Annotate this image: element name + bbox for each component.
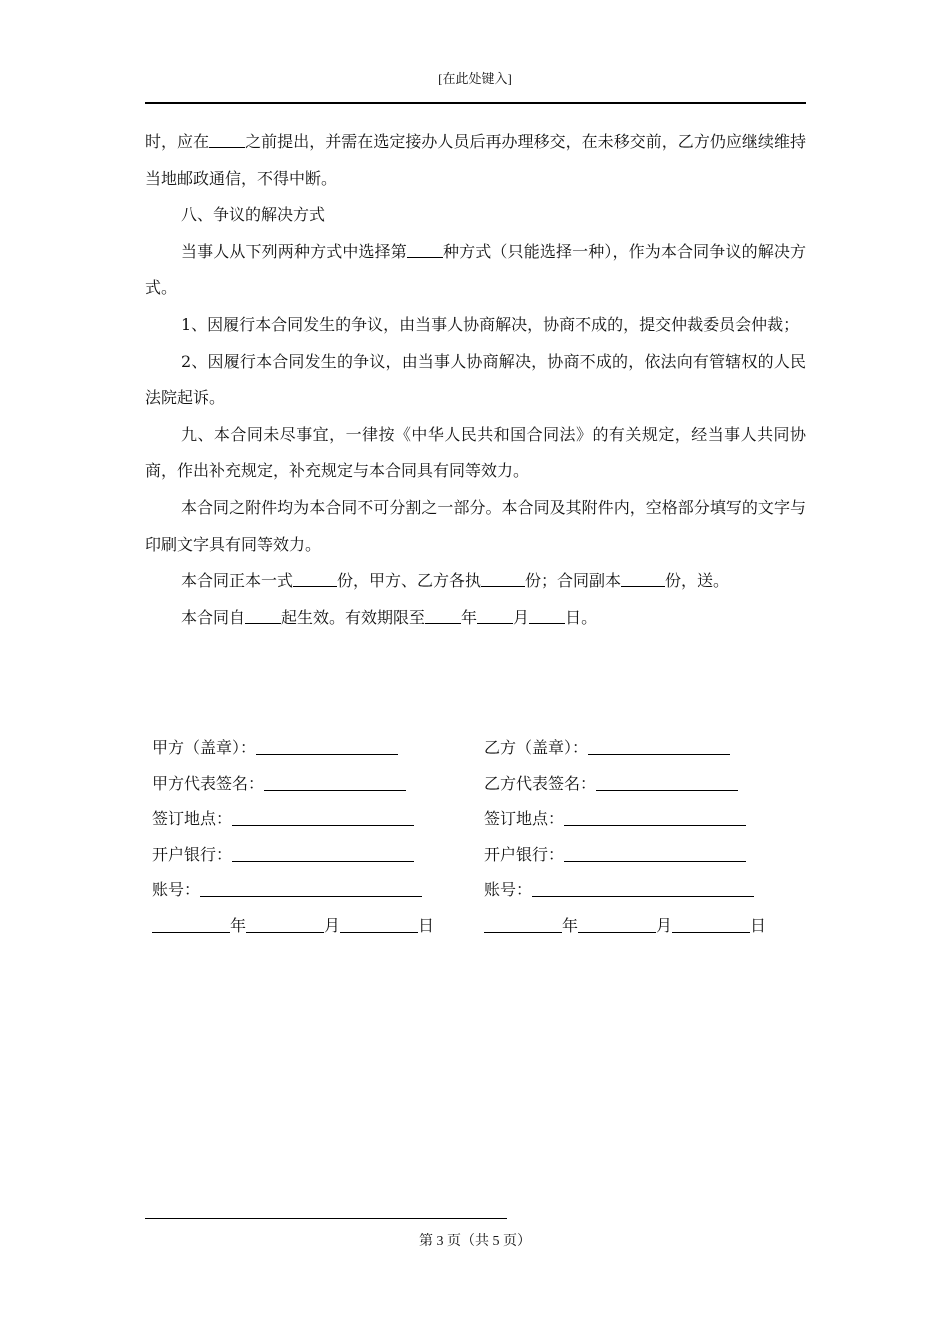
day-label: 日 — [418, 915, 435, 935]
fill-blank[interactable] — [477, 607, 513, 624]
paragraph-effective — [145, 600, 806, 637]
paragraph-copies — [145, 563, 806, 600]
text-segment: 种方式（只能选择一种），作为本合同争议的解决方式。 — [145, 241, 806, 298]
sig-row-date — [152, 908, 772, 944]
text-segment: 本合同自 — [181, 607, 246, 627]
text-segment: 份；合同副本 — [525, 571, 622, 591]
fill-blank[interactable] — [245, 607, 281, 624]
text-segment: 份，甲方、乙方各执 — [337, 571, 482, 591]
header-divider — [145, 102, 806, 104]
fill-blank[interactable] — [425, 607, 461, 624]
paragraph-handover — [145, 124, 806, 197]
paragraph-dispute-choice — [145, 234, 806, 307]
paragraph-arbitration: 1、因履行本合同发生的争议，由当事人协商解决，协商不成的，提交仲裁委员会仲裁； — [181, 314, 800, 334]
sig-row-rep — [152, 766, 772, 802]
fill-blank[interactable] — [621, 570, 665, 587]
text-segment: 日。 — [565, 607, 598, 627]
party-a-account-field[interactable] — [200, 880, 422, 897]
text-segment: 当事人从下列两种方式中选择第 — [181, 241, 407, 261]
signature-block — [152, 730, 772, 943]
month-label: 月 — [324, 915, 341, 935]
party-a-rep-field[interactable] — [264, 774, 406, 791]
footer-divider — [145, 1218, 507, 1219]
party-b-place-field[interactable] — [564, 809, 746, 826]
party-b-bank-field[interactable] — [564, 845, 746, 862]
fill-blank[interactable] — [407, 241, 443, 258]
fill-blank[interactable] — [293, 570, 337, 587]
party-b-account-label: 账号： — [484, 880, 533, 899]
sig-row-bank — [152, 837, 772, 873]
party-a-bank-label: 开户银行： — [152, 844, 233, 864]
text-segment: 起生效。有效期限至 — [281, 607, 426, 627]
party-b-seal-field[interactable] — [588, 738, 730, 755]
sig-row-account — [152, 872, 772, 908]
section-heading-dispute: 八、争议的解决方式 — [181, 205, 326, 225]
party-a-seal-field[interactable] — [256, 738, 398, 755]
month-label: 月 — [656, 915, 673, 935]
text-segment: 之前提出，并需在选定接办人员后再办理移交，在未移交前，乙方仍应继续维持当地邮政通信，不得中断。 — [145, 132, 806, 188]
party-a-year-field[interactable] — [152, 916, 230, 933]
party-a-bank-field[interactable] — [232, 845, 414, 862]
party-b-month-field[interactable] — [578, 916, 656, 933]
page-header: [在此处键入] — [438, 71, 512, 86]
party-a-rep-label: 甲方代表签名： — [152, 773, 265, 793]
paragraph-supplement: 九、本合同未尽事宜，一律按《中华人民共和国合同法》的有关规定，经当事人共同协商，作出补充规定，补充规定与本合同具有同等效力。 — [145, 424, 806, 481]
year-label: 年 — [230, 915, 247, 935]
text-segment: 本合同正本一式 — [181, 571, 294, 591]
text-segment: 时，应在 — [145, 132, 210, 151]
sig-row-place — [152, 801, 772, 837]
party-b-year-field[interactable] — [484, 916, 562, 933]
text-segment: 月 — [513, 607, 530, 627]
party-b-day-field[interactable] — [672, 916, 750, 933]
fill-blank[interactable] — [481, 570, 525, 587]
party-b-seal-label: 乙方（盖章）： — [484, 738, 589, 757]
party-b-account-field[interactable] — [532, 880, 754, 897]
party-b-rep-label: 乙方代表签名： — [484, 773, 597, 793]
text-segment: 份，送。 — [665, 571, 730, 591]
paragraph-attachments: 本合同之附件均为本合同不可分割之一部分。本合同及其附件内，空格部分填写的文字与印刷文字具有同等效力。 — [145, 497, 806, 554]
page-number: 第 3 页（共 5 页） — [419, 1234, 531, 1249]
party-b-rep-field[interactable] — [596, 774, 738, 791]
document-body — [145, 124, 806, 636]
year-label: 年 — [562, 915, 579, 935]
party-a-account-label: 账号： — [152, 880, 201, 899]
party-a-place-label: 签订地点： — [152, 809, 233, 828]
party-a-place-field[interactable] — [232, 809, 414, 826]
text-segment: 年 — [461, 607, 478, 627]
sig-row-seal — [152, 730, 772, 766]
fill-blank[interactable] — [209, 131, 245, 148]
fill-blank[interactable] — [529, 607, 565, 624]
party-b-bank-label: 开户银行： — [484, 844, 565, 864]
day-label: 日 — [750, 915, 767, 935]
paragraph-court: 2、因履行本合同发生的争议，由当事人协商解决，协商不成的，依法向有管辖权的人民法院起诉。 — [145, 351, 806, 408]
party-a-day-field[interactable] — [340, 916, 418, 933]
party-b-place-label: 签订地点： — [484, 809, 565, 828]
party-a-month-field[interactable] — [246, 916, 324, 933]
party-a-seal-label: 甲方（盖章）： — [152, 738, 257, 757]
